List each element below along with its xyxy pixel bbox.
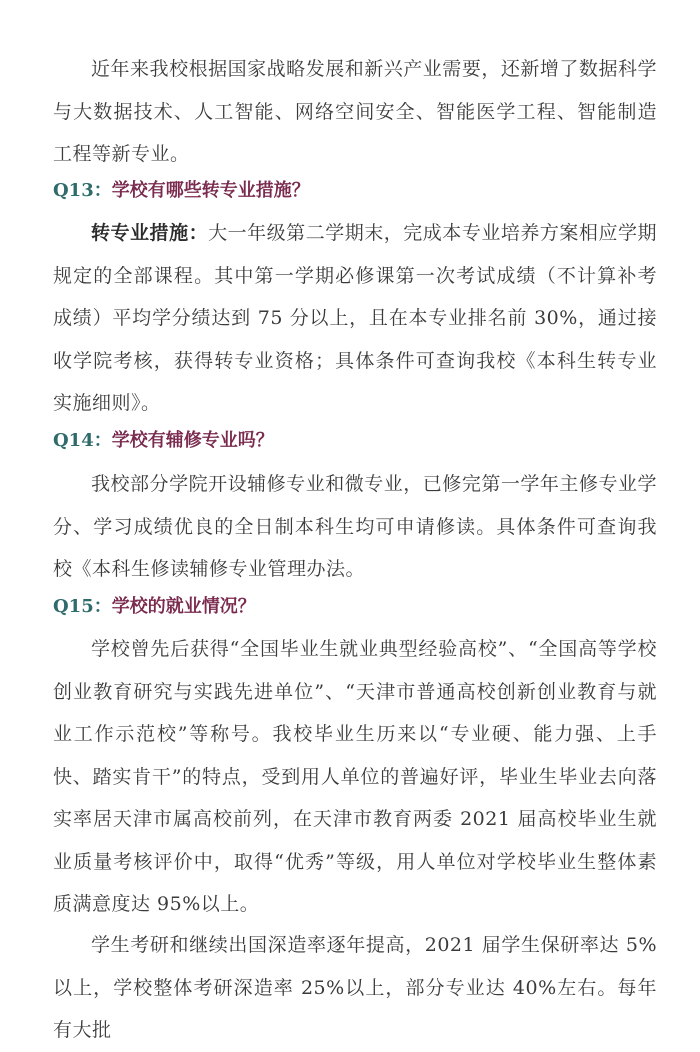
question-text: 学校有辅修专业吗？ bbox=[111, 430, 274, 451]
paragraph-text: 近年来我校根据国家战略发展和新兴产业需要，还新增了数据科学与大数据技术、人工智能、网络空间安全、智能医学工程、智能制造工程等新专业。 bbox=[53, 58, 657, 165]
paragraph-minor-majors bbox=[53, 463, 657, 591]
paragraph-employment bbox=[53, 628, 657, 926]
question-number: Q13： bbox=[53, 180, 112, 201]
question-text: 学校的就业情况？ bbox=[111, 596, 256, 617]
paragraph-further-study bbox=[53, 924, 657, 1052]
paragraph-transfer-measures bbox=[53, 212, 657, 425]
question-q14 bbox=[53, 426, 657, 456]
paragraph-new-majors bbox=[53, 48, 657, 176]
question-number: Q15： bbox=[53, 596, 112, 617]
question-number: Q14： bbox=[53, 430, 112, 451]
paragraph-text: 学生考研和继续出国深造率逐年提高，2021 届学生保研率达 5%以上，学校整体考研深造率 25%以上，部分专业达 40%左右。每年有大批 bbox=[53, 934, 657, 1041]
paragraph-text: 大一年级第二学期末，完成本专业培养方案相应学期规定的全部课程。其中第一学期必修课第一次考试成绩（不计算补考成绩）平均学分绩达到 75 分以上，且在本专业排名前 30%，通过接收学院考核，获得转专业资格；具体条件可查询我校《本科生转专业实施细则》。 bbox=[53, 222, 657, 414]
question-q15 bbox=[53, 592, 657, 622]
question-text: 学校有哪些转专业措施？ bbox=[111, 180, 310, 201]
paragraph-text: 学校曾先后获得“全国毕业生就业典型经验高校”、“全国高等学校创业教育研究与实践先进单位”、“天津市普通高校创新创业教育与就业工作示范校”等称号。我校毕业生历来以“专业硬、能力强、上手快、踏实肯干”的特点，受到用人单位的普遍好评，毕业生毕业去向落实率居天津市属高校前列，在天津市教育两委 2021 届高校毕业生就业质量考核评价中，取得“优秀”等级，用人单位对学校毕业生整体素质满意度达 95%以上。 bbox=[53, 638, 657, 915]
paragraph-text: 我校部分学院开设辅修专业和微专业，已修完第一学年主修专业学分、学习成绩优良的全日制本科生均可申请修读。具体条件可查询我校《本科生修读辅修专业管理办法。 bbox=[53, 473, 657, 580]
question-q13 bbox=[53, 176, 657, 206]
paragraph-lead: 转专业措施： bbox=[91, 222, 209, 244]
